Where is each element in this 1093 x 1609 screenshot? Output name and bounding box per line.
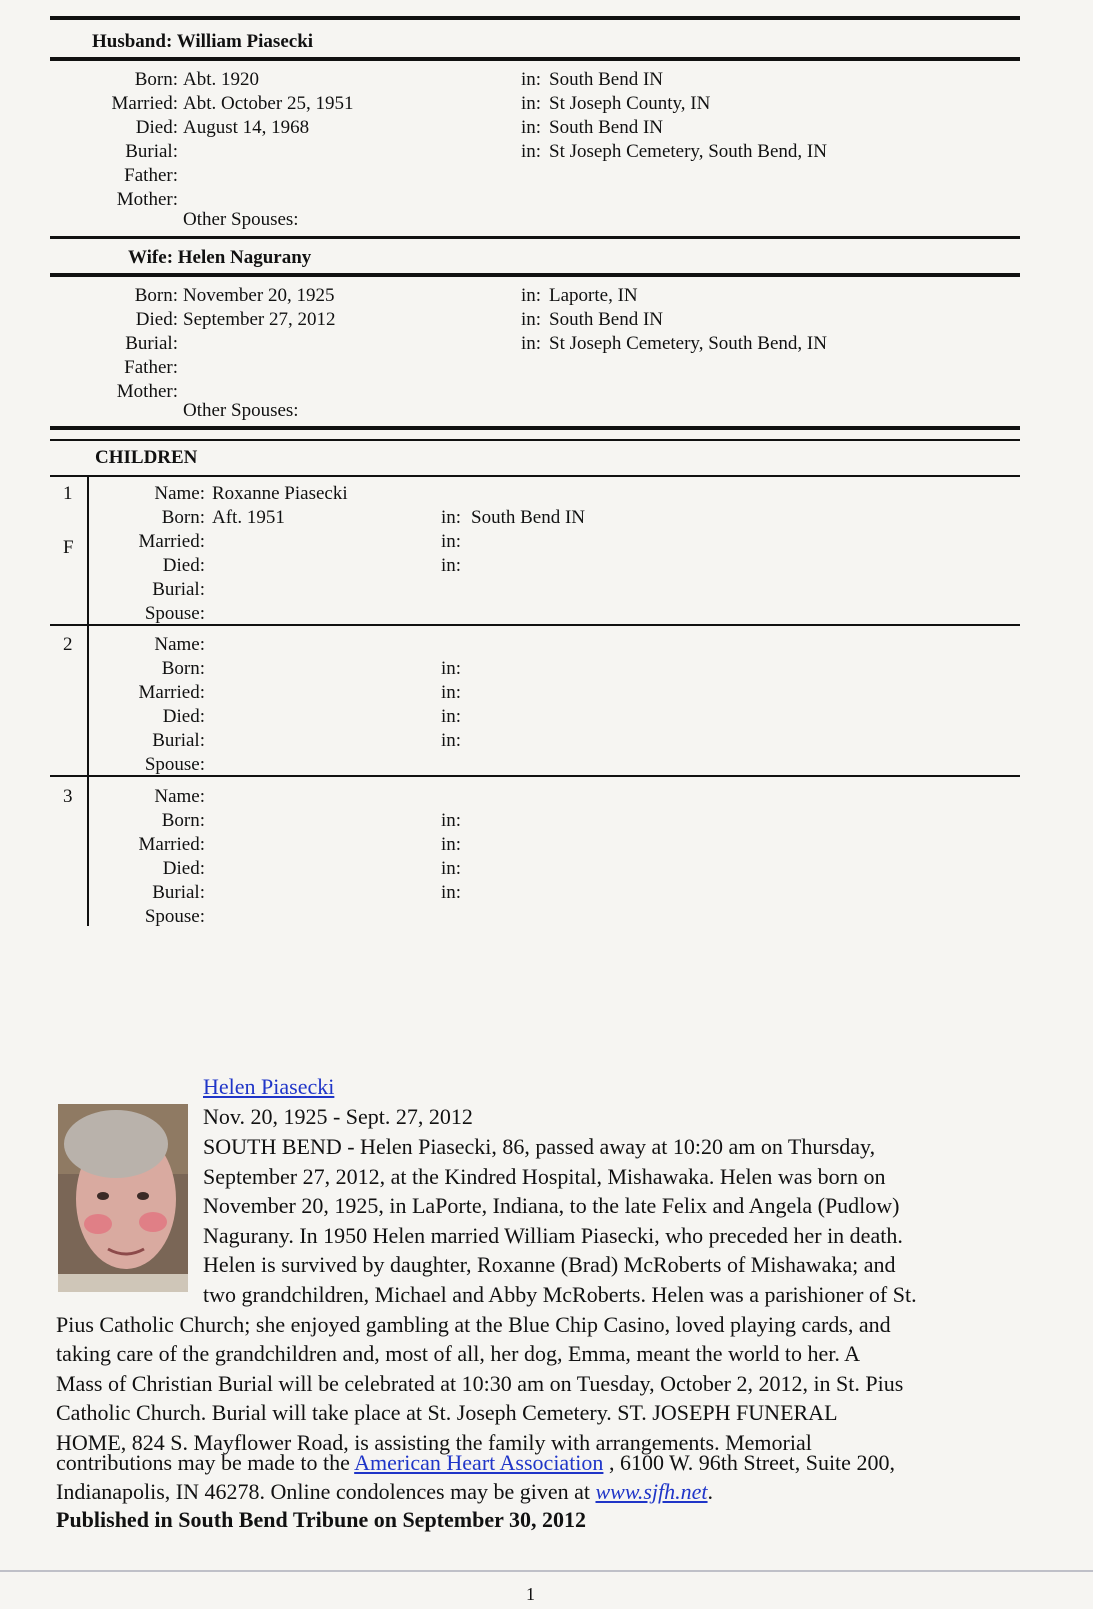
obituary-line-12: contributions may be made to the American Heart Association , 6100 W. 96th Street, Suite 200, — [56, 1450, 895, 1475]
obituary-line: Mass of Christian Burial will be celebrated at 10:30 am on Tuesday, October 2, 2012, in St. Pius — [56, 1371, 904, 1396]
child-row-in: in: — [441, 658, 462, 679]
child-row-label: Born: — [161, 507, 205, 528]
child-row-in: in: — [441, 507, 462, 528]
child-row-in: in: — [441, 555, 462, 576]
wife-rule — [50, 273, 1020, 277]
child-row-label: Born: — [161, 810, 205, 831]
children-heading: CHILDREN — [95, 447, 198, 468]
child-row-label: Spouse: — [144, 603, 205, 624]
child-row-label: Burial: — [152, 730, 205, 751]
wife-row-in: in: — [521, 333, 542, 354]
footer-rule — [0, 1570, 1093, 1572]
husband-row-value: Abt. October 25, 1951 — [183, 93, 354, 114]
husband-row-place: South Bend IN — [549, 69, 663, 90]
husband-row-label: Burial: — [125, 141, 178, 162]
obituary-line: HOME, 824 S. Mayflower Road, is assisting the family with arrangements. Memorial — [56, 1430, 812, 1455]
husband-name: William Piasecki — [176, 31, 314, 52]
wife-other-spouses: Other Spouses: — [183, 400, 299, 421]
child-number: 1 — [63, 483, 73, 504]
obituary-line: Helen is survived by daughter, Roxanne (Brad) McRoberts of Mishawaka; and — [203, 1252, 896, 1277]
page-number: 1 — [526, 1584, 535, 1604]
husband-row-place: South Bend IN — [549, 117, 663, 138]
child-row-value: Aft. 1951 — [212, 507, 285, 528]
obituary-line: Catholic Church. Burial will take place at St. Joseph Cemetery. ST. JOSEPH FUNERAL — [56, 1400, 838, 1425]
children-rule-2 — [50, 439, 1020, 441]
child-sex: F — [63, 537, 74, 558]
husband-row-in: in: — [521, 69, 542, 90]
obituary-line-13: Indianapolis, IN 46278. Online condolences may be given at www.sjfh.net. — [56, 1479, 714, 1504]
wife-row-label: Mother: — [116, 381, 178, 402]
wife-name: Helen Nagurany — [177, 247, 312, 268]
child-row-label: Burial: — [152, 882, 205, 903]
wife-row-label: Father: — [124, 357, 178, 378]
husband-heading: Husband: William Piasecki — [92, 31, 314, 52]
husband-rule — [50, 57, 1020, 61]
published-note: Published in South Bend Tribune on September 30, 2012 — [56, 1507, 586, 1532]
husband-row-label: Married: — [111, 93, 178, 114]
wife-row-label: Born: — [134, 285, 178, 306]
child-row-in: in: — [441, 730, 462, 751]
children-vertical-rule — [87, 476, 89, 926]
husband-row-place: St Joseph County, IN — [549, 93, 711, 114]
child-number: 3 — [63, 786, 73, 807]
child-row-in: in: — [441, 834, 462, 855]
children-rule-3 — [50, 475, 1020, 477]
sjfh-website-link[interactable]: www.sjfh.net — [595, 1479, 708, 1504]
child-row-label: Died: — [162, 858, 205, 879]
child-row-label: Married: — [138, 834, 205, 855]
husband-row-label: Father: — [124, 165, 178, 186]
child-row-label: Name: — [154, 634, 205, 655]
husband-row-in: in: — [521, 141, 542, 162]
child-row-in: in: — [441, 706, 462, 727]
husband-other-spouses: Other Spouses: — [183, 209, 299, 230]
wife-row-place: South Bend IN — [549, 309, 663, 330]
obituary-line: Pius Catholic Church; she enjoyed gambling at the Blue Chip Casino, loved playing cards, and — [56, 1312, 891, 1337]
wife-heading: Wife: Helen Nagurany — [128, 247, 312, 268]
obituary-dates: Nov. 20, 1925 - Sept. 27, 2012 — [203, 1104, 473, 1129]
obituary-line: September 27, 2012, at the Kindred Hospital, Mishawaka. Helen was born on — [203, 1164, 886, 1189]
children-rule-1 — [50, 426, 1020, 430]
american-heart-association-link[interactable]: American Heart Association — [354, 1450, 604, 1475]
child-row-label: Burial: — [152, 579, 205, 600]
husband-row-value: Abt. 1920 — [183, 69, 259, 90]
husband-row-place: St Joseph Cemetery, South Bend, IN — [549, 141, 827, 162]
child-row-label: Married: — [138, 682, 205, 703]
child-row-in: in: — [441, 682, 462, 703]
child-row-label: Died: — [162, 706, 205, 727]
obituary-line: SOUTH BEND - Helen Piasecki, 86, passed away at 10:20 am on Thursday, — [203, 1134, 876, 1159]
wife-row-value: September 27, 2012 — [183, 309, 336, 330]
child-row-label: Name: — [154, 483, 205, 504]
obituary-line: November 20, 1925, in LaPorte, Indiana, to the late Felix and Angela (Pudlow) — [203, 1193, 900, 1218]
wife-top-rule — [50, 236, 1020, 239]
child-row-in: in: — [441, 858, 462, 879]
obituary-line: two grandchildren, Michael and Abby McRoberts. Helen was a parishioner of St. — [203, 1282, 917, 1307]
child-separator-1 — [50, 624, 1020, 626]
child-row-place: South Bend IN — [471, 507, 585, 528]
wife-row-place: St Joseph Cemetery, South Bend, IN — [549, 333, 827, 354]
child-row-label: Married: — [138, 531, 205, 552]
husband-row-value: August 14, 1968 — [183, 117, 310, 138]
portrait-photo — [58, 1104, 188, 1292]
top-rule — [50, 16, 1020, 20]
wife-row-value: November 20, 1925 — [183, 285, 335, 306]
child-row-in: in: — [441, 531, 462, 552]
child-row-label: Died: — [162, 555, 205, 576]
husband-row-in: in: — [521, 117, 542, 138]
wife-row-place: Laporte, IN — [549, 285, 638, 306]
wife-row-label: Died: — [135, 309, 178, 330]
obituary-line: Nagurany. In 1950 Helen married William Piasecki, who preceded her in death. — [203, 1223, 903, 1248]
child-row-label: Spouse: — [144, 906, 205, 927]
husband-row-label: Born: — [134, 69, 178, 90]
husband-row-label: Died: — [135, 117, 178, 138]
child-separator-2 — [50, 775, 1020, 777]
child-row-label: Spouse: — [144, 754, 205, 775]
child-row-in: in: — [441, 810, 462, 831]
child-row-label: Name: — [154, 786, 205, 807]
child-row-label: Born: — [161, 658, 205, 679]
wife-row-in: in: — [521, 285, 542, 306]
obituary-line: taking care of the grandchildren and, most of all, her dog, Emma, meant the world to her. A — [56, 1341, 860, 1366]
child-row-value: Roxanne Piasecki — [212, 483, 348, 504]
husband-row-in: in: — [521, 93, 542, 114]
husband-row-label: Mother: — [116, 189, 178, 210]
child-row-in: in: — [441, 882, 462, 903]
child-number: 2 — [63, 634, 73, 655]
wife-row-label: Burial: — [125, 333, 178, 354]
wife-row-in: in: — [521, 309, 542, 330]
obituary-name-link[interactable]: Helen Piasecki — [203, 1074, 335, 1099]
